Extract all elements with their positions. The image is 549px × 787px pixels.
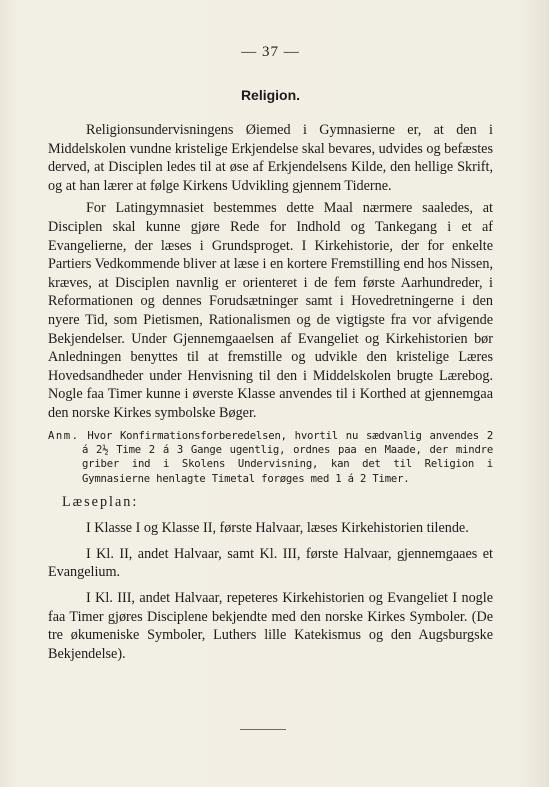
closing-rule — [240, 729, 286, 730]
plan-item: I Klasse I og Klasse II, første Halvaar, læses Kirkehistorien tilende. — [86, 520, 469, 537]
paragraph-intro: Religionsundervisningens Øiemed i Gymnasierne er, at den i Middelskolen vundne kristelige Erkjendelse skal bevares, udvides og befæstes derved, at Disciplen ledes til at øse af Erkjendelsens Kilde, den hellige Skrift, og at han lærer at følge Kirkens Udvikling gjennem Tiderne. — [48, 122, 493, 194]
plan-heading: Læseplan: — [62, 494, 139, 511]
plan-item: I Kl. III, andet Halvaar, repeteres Kirkehistorien og Evangeliet I nogle faa Timer gjøres Disciplene bekjendte med den norske Kirkes Symboler. (De tre økumeniske Symboler, Luthers lille Katekismus og den Augsburgske Bekjendelse). — [48, 589, 493, 662]
page-number: — 37 — — [241, 44, 300, 60]
plan-item: I Kl. II, andet Halvaar, samt Kl. III, første Halvaar, gjennemgaaes et Evangelium. — [48, 545, 493, 581]
section-heading: Religion. — [240, 87, 301, 103]
note-text: Hvor Konfirmationsforberedelsen, hvortil nu sædvanlig anvendes 2 á 2½ Time 2 á 3 Gange ugentlig, ordnes paa en Maade, der mindre griber ind i Skolens Undervisning, kan det til Religion i Gymnasierne henlagte Timetal forøges med 1 á 2 Timer. — [82, 429, 494, 485]
note-label: Anm. — [48, 429, 80, 442]
footnote-remark — [48, 429, 493, 487]
paragraph-latingymnasiet: For Latingymnasiet bestemmes dette Maal nærmere saaledes, at Disciplen skal kunne gjøre Rede for Indhold og Tankegang i et af Evangelierne, der læses i Grundsproget. I Kirkehistorie, der for enkelte Partiers Vedkommende bliver at læse i en kortere Fremstilling end hos Nissen, kræves, at Disciplen navnlig er orienteret i de fem første Aarhundreder, i Reformationen og dennes Forudsætninger samt i Hovedretningerne i den nyere Tid, som Pietismen, Rationalismen og de vigtigste fra vor afvigende Bekjendelser. Under Gjennemgaaelsen af Evangeliet og Kirkehistorien bør Anledningen benyttes til at fremstille og udvikle den kristelige Læres Hovedsandheder under Henvisning til den i Middelskolen brugte Lærebog. Nogle faa Timer kunne i øverste Klasse anvendes til i Korthed at gjennemgaa den norske Kirkes symbolske Bøger. — [48, 200, 493, 421]
